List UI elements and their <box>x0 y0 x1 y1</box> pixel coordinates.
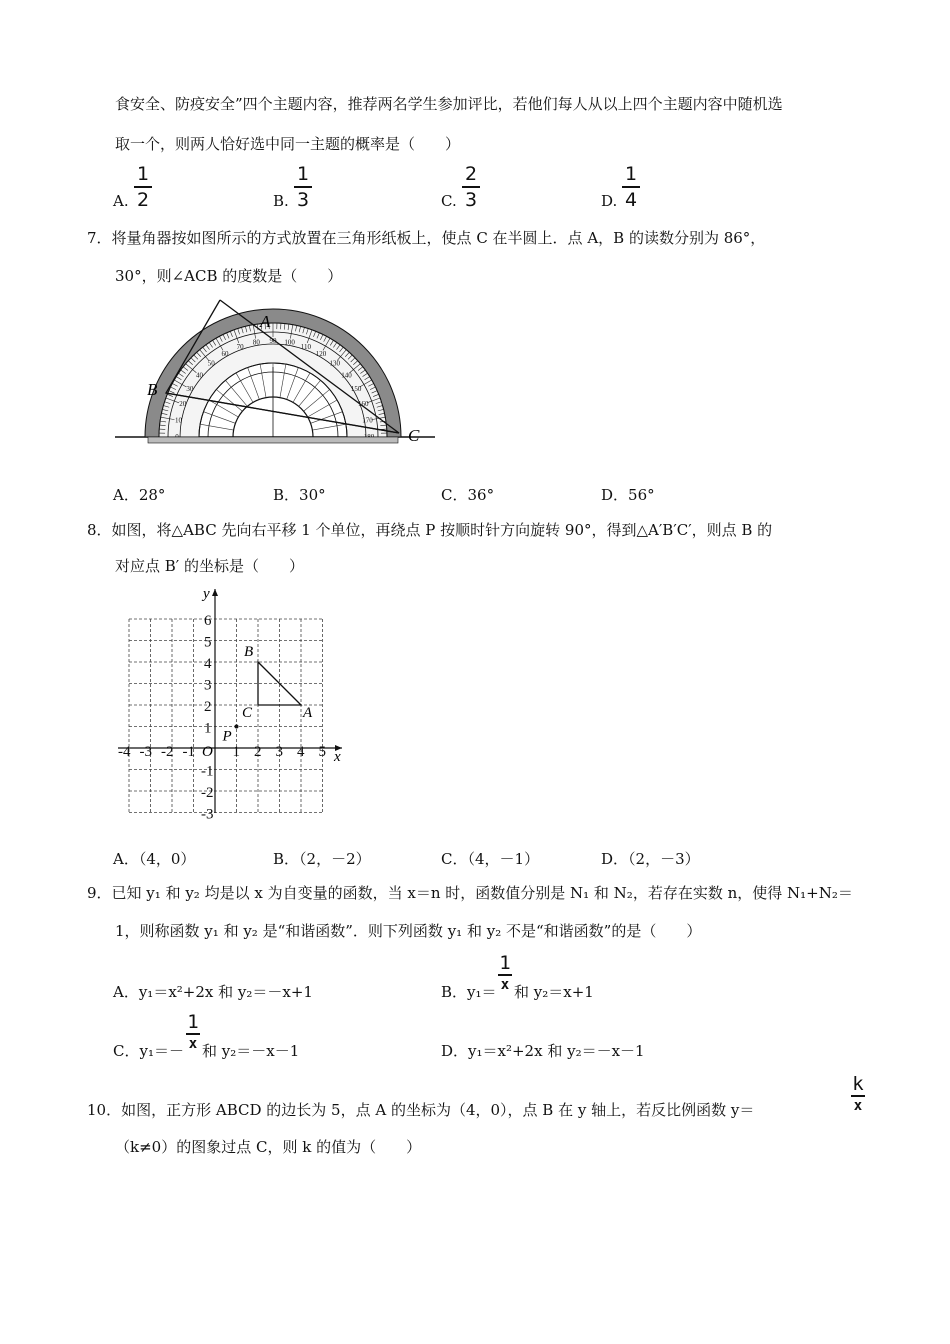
protractor-fan-line <box>304 389 330 411</box>
q9-option-c-suffix: 和 y₂＝－x－1 <box>202 1042 300 1060</box>
q6-text-line2: 取一个，则两人恰好选中同一主题的概率是（ ） <box>115 135 461 153</box>
q7-text-line1: 7．将量角器按如图所示的方式放置在三角形纸板上，使点 C 在半圆上．点 A，B 的读数分别为 86°， <box>87 229 766 247</box>
protractor-scale-number: 30 <box>186 385 194 393</box>
q7-option-c: C．36° <box>441 486 495 504</box>
q8-option-a: A．（4，0） <box>113 850 196 868</box>
x-tick-label: 2 <box>254 744 262 760</box>
protractor-fan-line <box>293 373 310 402</box>
q7-option-b: B．30° <box>273 486 326 504</box>
protractor-fan-line <box>248 367 260 399</box>
q8-option-b: B．（2，－2） <box>273 850 371 868</box>
protractor-scale-number: 80 <box>252 338 260 347</box>
x-tick-label: 4 <box>297 744 305 760</box>
origin-label: O <box>202 744 213 760</box>
protractor-fan-line <box>260 364 266 397</box>
q10-fraction-k-over-x: k x <box>852 1073 864 1114</box>
protractor-fan-line <box>216 389 242 411</box>
protractor-fan-line <box>236 373 253 402</box>
q9-option-d: D．y₁＝x²+2x 和 y₂＝－x－1 <box>441 1042 645 1060</box>
q6-option-b-fraction: 1 3 <box>294 163 312 211</box>
label-B: B <box>147 380 158 399</box>
protractor-scale-number: 50 <box>207 359 215 368</box>
q9-option-b-fraction: 1 x <box>499 952 511 993</box>
q7-option-a: A．28° <box>113 486 166 504</box>
protractor-scale-number: 70 <box>236 342 244 351</box>
label-C: C <box>242 705 253 721</box>
q8-option-c: C．（4，－1） <box>441 850 540 868</box>
x-tick-label: 1 <box>232 744 240 760</box>
x-tick-label: -2 <box>161 744 174 760</box>
q9-option-a: A．y₁＝x²+2x 和 y₂＝－x+1 <box>113 983 313 1001</box>
q9-text-line1: 9．已知 y₁ 和 y₂ 均是以 x 为自变量的函数，当 x＝n 时，函数值分别是 N₁ 和 N₂，若存在实数 n，使得 N₁+N₂＝ <box>87 884 853 902</box>
y-tick-label: 4 <box>204 656 212 672</box>
q6-option-d-label: D. <box>601 192 618 210</box>
protractor-fan-line <box>308 400 337 417</box>
protractor-scale-number: 150 <box>350 385 362 393</box>
y-tick-label: 6 <box>204 613 212 629</box>
y-tick-label: -2 <box>201 785 214 801</box>
protractor-scale-number: 130 <box>329 359 340 368</box>
label-A: A <box>260 312 271 331</box>
q6-option-d-fraction: 1 4 <box>622 163 640 211</box>
q10-text-line1: 10．如图，正方形 ABCD 的边长为 5，点 A 的坐标为（4，0），点 B 在 y 轴上，若反比例函数 y＝ <box>87 1101 755 1119</box>
q9-option-b-suffix: 和 y₂＝x+1 <box>514 983 594 1001</box>
q6-option-c-fraction: 2 3 <box>462 163 480 211</box>
q7-text-line2: 30°，则∠ACB 的度数是（ ） <box>115 267 343 285</box>
q9-option-c-fraction: 1 x <box>187 1011 199 1052</box>
protractor-scale-number: 140 <box>341 371 352 380</box>
y-tick-label: 5 <box>204 634 212 651</box>
q8-option-d: D．（2，－3） <box>601 850 700 868</box>
protractor-scale-number: 10 <box>174 416 182 425</box>
protractor-scale-number: 90 <box>269 337 277 345</box>
axis-y-label: y <box>203 586 210 602</box>
x-tick-label: -3 <box>139 744 152 760</box>
q9-option-c-prefix: C．y₁＝－ <box>113 1042 184 1060</box>
y-tick-label: -1 <box>201 763 214 780</box>
label-P: P <box>222 728 232 745</box>
label-A: A <box>303 705 313 721</box>
q6-option-a-fraction: 1 2 <box>134 163 152 211</box>
protractor-scale-number: 160 <box>357 400 369 409</box>
protractor-scale-number: 40 <box>195 371 203 380</box>
protractor-fan-line <box>203 412 235 424</box>
protractor-fan-line <box>299 380 321 406</box>
q6-option-b-label: B. <box>273 192 289 210</box>
protractor-scale-number: 20 <box>179 400 187 409</box>
q6-text-line1: 食安全、防疫安全”四个主题内容，推荐两名学生参加评比，若他们每人从以上四个主题内容中随机选 <box>115 95 783 113</box>
x-tick-labels <box>118 744 326 760</box>
protractor-fan-line <box>280 364 286 397</box>
y-tick-label: 2 <box>204 699 212 715</box>
label-B: B <box>244 644 254 660</box>
y-tick-label: 1 <box>204 720 212 737</box>
y-tick-label: -3 <box>201 806 214 820</box>
y-tick-labels <box>201 613 214 820</box>
q7-option-d: D．56° <box>601 486 655 504</box>
protractor-scale-number: 60 <box>221 349 229 358</box>
grid-lines <box>129 619 323 813</box>
coordinate-grid-figure <box>110 585 355 820</box>
protractor-scale-number: 110 <box>300 342 311 351</box>
q6-option-c-label: C. <box>441 192 457 210</box>
y-tick-label: 3 <box>204 677 212 694</box>
q6-option-a-label: A. <box>113 192 129 210</box>
point-p <box>235 725 239 729</box>
x-tick-label: -1 <box>182 744 195 760</box>
label-C: C <box>408 426 420 445</box>
x-tick-label: 3 <box>275 744 283 760</box>
q8-text-line1: 8．如图，将△ABC 先向右平移 1 个单位，再绕点 P 按顺时针方向旋转 90°，得到△A′B′C′，则点 B 的 <box>87 521 773 539</box>
x-tick-label: -4 <box>118 744 131 760</box>
protractor-fan-line <box>200 424 233 430</box>
protractor-fan-line <box>312 424 345 430</box>
x-tick-label: 5 <box>318 744 326 760</box>
protractor-fan-line <box>287 367 299 399</box>
q9-text-line2: 1，则称函数 y₁ 和 y₂ 是“和谐函数”．则下列函数 y₁ 和 y₂ 不是“和谐函数”的是（ ） <box>115 922 702 940</box>
q9-option-b-prefix: B．y₁＝ <box>441 983 497 1001</box>
axis-x-label: x <box>334 749 341 765</box>
protractor-fan-line <box>311 412 343 424</box>
protractor-figure <box>110 295 440 470</box>
protractor-scale-number: 170 <box>362 416 373 425</box>
protractor-scale-number: 100 <box>284 338 295 347</box>
q10-text-line2: （k≠0）的图象过点 C，则 k 的值为（ ） <box>115 1138 422 1156</box>
protractor-fan-line <box>225 380 247 406</box>
protractor-scale-number: 120 <box>315 349 327 358</box>
q8-text-line2: 对应点 B′ 的坐标是（ ） <box>115 557 304 575</box>
